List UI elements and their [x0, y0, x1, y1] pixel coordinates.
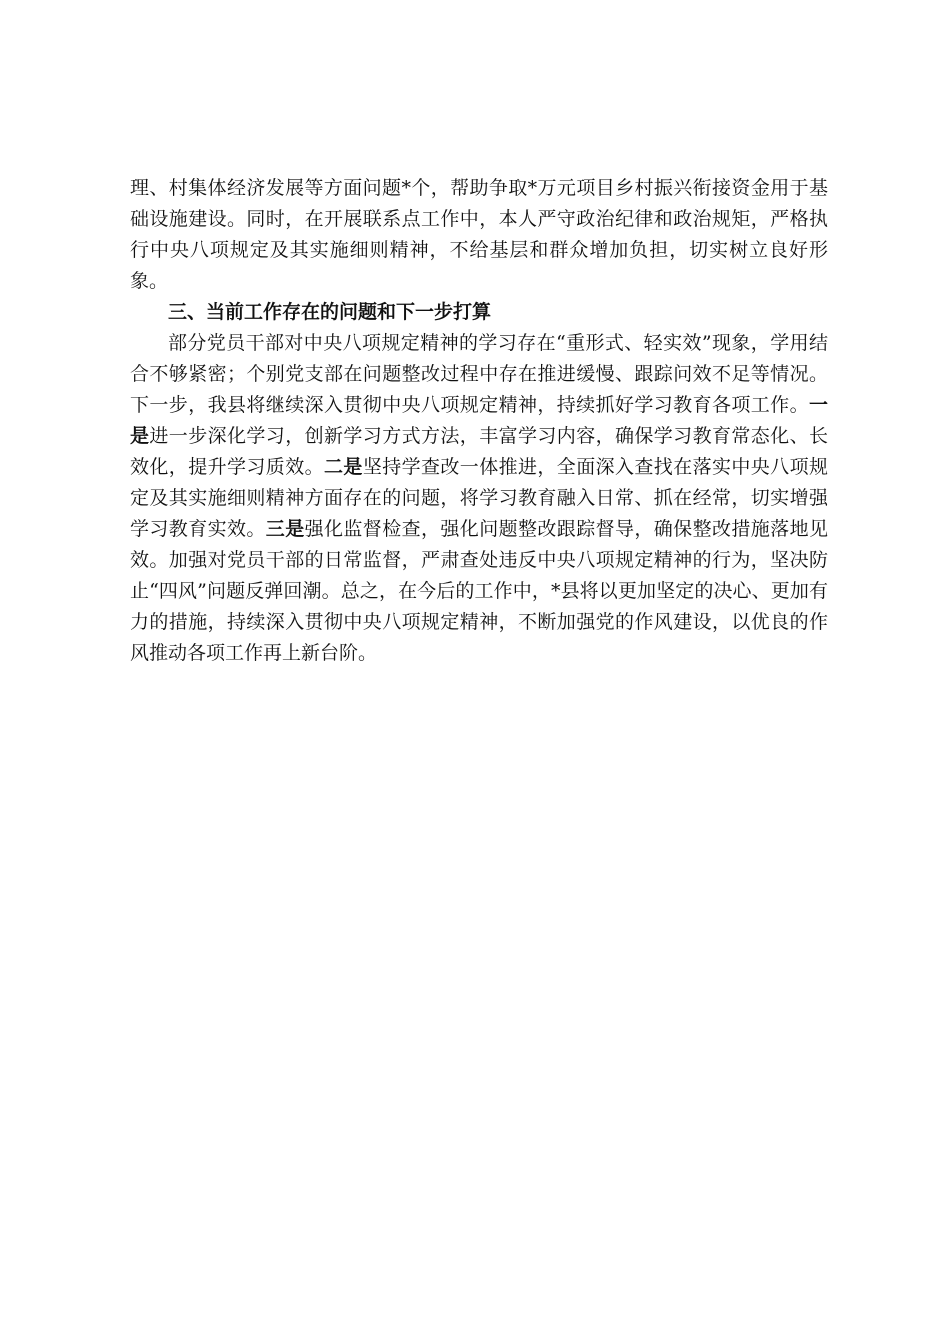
lead-one: 一是 — [130, 394, 828, 447]
item-one-text: 进一步深化学习，创新学习方式方法，丰富学习内容，确保学习教育常态化、长效化，提升学习质效。 — [130, 425, 828, 478]
section-heading: 三、当前工作存在的问题和下一步打算 — [168, 301, 492, 323]
item-two-text: 坚持学查改一体推进，全面深入查找在落实中央八项规定及其实施细则精神方面存在的问题，将学习教育融入日常、抓在经常，切实增强学习教育实效。 — [130, 456, 828, 540]
item-three-text: 强化监督检查，强化问题整改跟踪督导，确保整改措施落地见效。加强对党员干部的日常监督，严肃查处违反中央八项规定精神的行为，坚决防止“四风”问题反弹回潮。总之，在今后的工作中，*县将以更加坚定的决心、更加有力的措施，持续深入贯彻中央八项规定精神，不断加强党的作风建设，以优良的作风推动各项工作再上新台阶。 — [130, 518, 828, 664]
paragraph-continued: 理、村集体经济发展等方面问题*个，帮助争取*万元项目乡村振兴衔接资金用于基础设施建设。同时，在开展联系点工作中，本人严守政治纪律和政治规矩，严格执行中央八项规定及其实施细则精神，不给基层和群众增加负担，切实树立良好形象。 — [130, 177, 828, 292]
document-body — [130, 173, 828, 669]
paragraph-intro: 部分党员干部对中央八项规定精神的学习存在“重形式、轻实效”现象，学用结合不够紧密；个别党支部在问题整改过程中存在推进缓慢、跟踪问效不足等情况。下一步，我县将继续深入贯彻中央八项规定精神，持续抓好学习教育各项工作。 — [130, 332, 828, 416]
lead-two: 二是 — [324, 456, 363, 478]
paragraph-problems-next-steps — [130, 328, 828, 669]
lead-three: 三是 — [265, 518, 305, 540]
